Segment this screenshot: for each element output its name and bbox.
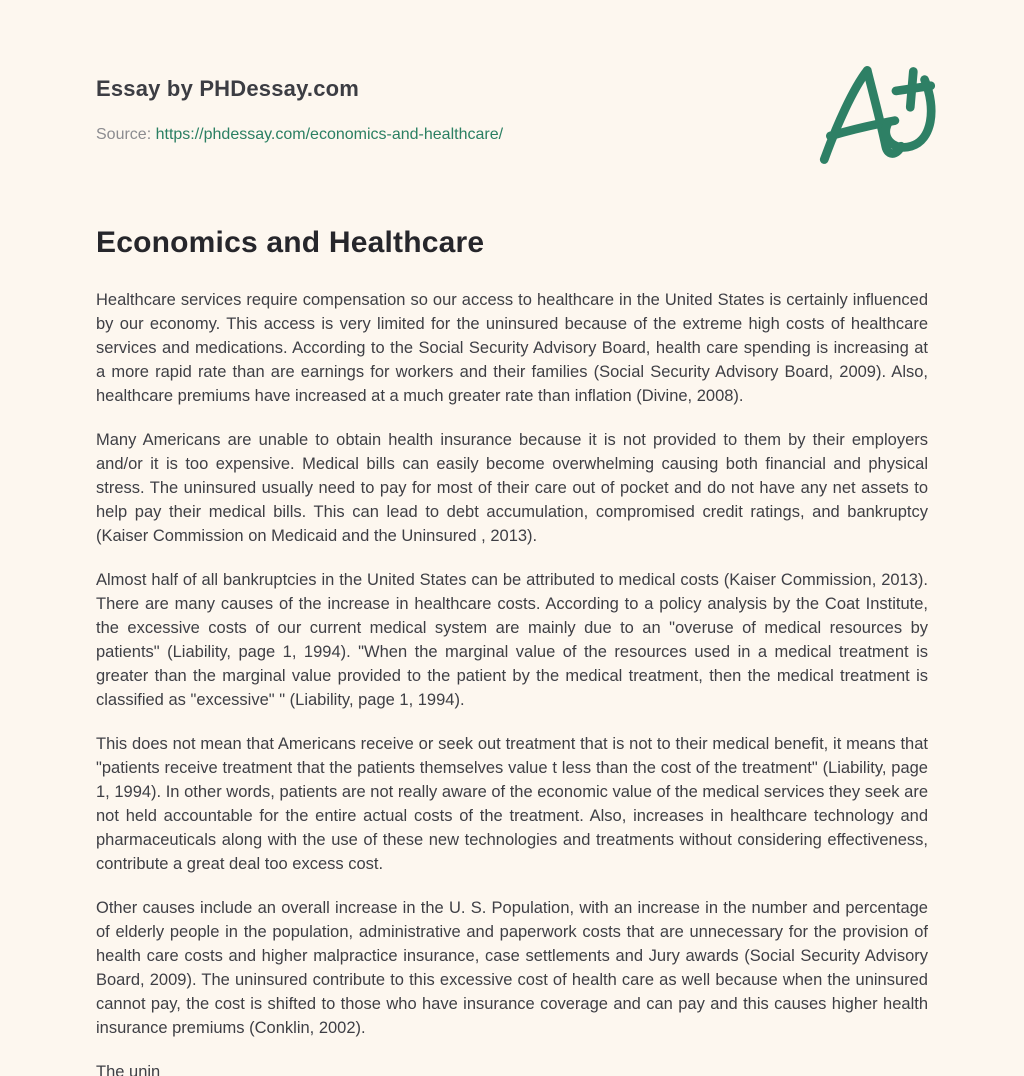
a-plus-logo-icon [814, 62, 942, 170]
article-body [96, 288, 928, 1076]
essay-header [96, 76, 928, 144]
paragraph-truncated: The unin [96, 1063, 161, 1076]
article-title: Economics and Healthcare [96, 226, 485, 259]
paragraph: This does not mean that Americans receive or seek out treatment that is not to their medical benefit, it means that "patients receive treatment that the patients themselves value t less than the cost of the treatment" (Liability, page 1, 1994). In other words, patients are not really aware of the economic value of the medical services they seek are not held accountable for the entire actual costs of the treatment. Also, increases in healthcare technology and pharmaceuticals along with the use of these new technologies and treatments without considering effectiveness, contribute a great deal too excess cost. [96, 735, 928, 873]
source-link[interactable]: https://phdessay.com/economics-and-healthcare/ [155, 126, 504, 143]
source-line [96, 126, 928, 144]
header-title: Essay by PHDessay.com [96, 76, 360, 101]
paragraph: Many Americans are unable to obtain health insurance because it is not provided to them by their employers and/or it is too expensive. Medical bills can easily become overwhelming causing both financial and physical stress. The uninsured usually need to pay for most of their care out of pocket and do not have any net assets to help pay their medical bills. This can lead to debt accumulation, compromised credit ratings, and bankruptcy (Kaiser Commission on Medicaid and the Uninsured , 2013). [96, 431, 928, 545]
paragraph: Healthcare services require compensation so our access to healthcare in the United States is certainly influenced by our economy. This access is very limited for the uninsured because of the extreme high costs of healthcare services and medications. According to the Social Security Advisory Board, health care spending is increasing at a more rapid rate than are earnings for workers and their families (Social Security Advisory Board, 2009). Also, healthcare premiums have increased at a much greater rate than inflation (Divine, 2008). [96, 291, 928, 405]
source-label: Source: [96, 126, 152, 143]
paragraph: Almost half of all bankruptcies in the United States can be attributed to medical costs (Kaiser Commission, 2013). There are many causes of the increase in healthcare costs. According to a policy analysis by the Coat Institute, the excessive costs of our current medical system are mainly due to an "overuse of medical resources by patients" (Liability, page 1, 1994). "When the marginal value of the resources used in a medical treatment is greater than the marginal value provided to the patient by the medical treatment, then the medical treatment is classified as "excessive" " (Liability, page 1, 1994). [96, 571, 928, 709]
paragraph: Other causes include an overall increase in the U. S. Population, with an increase in the number and percentage of elderly people in the population, administrative and paperwork costs that are unnecessary for the provision of health care costs and higher malpractice insurance, case settlements and Jury awards (Social Security Advisory Board, 2009). The uninsured contribute to this excessive cost of health care as well because when the uninsured cannot pay, the cost is shifted to those who have insurance coverage and can pay and this causes higher health insurance premiums (Conklin, 2002). [96, 899, 928, 1037]
